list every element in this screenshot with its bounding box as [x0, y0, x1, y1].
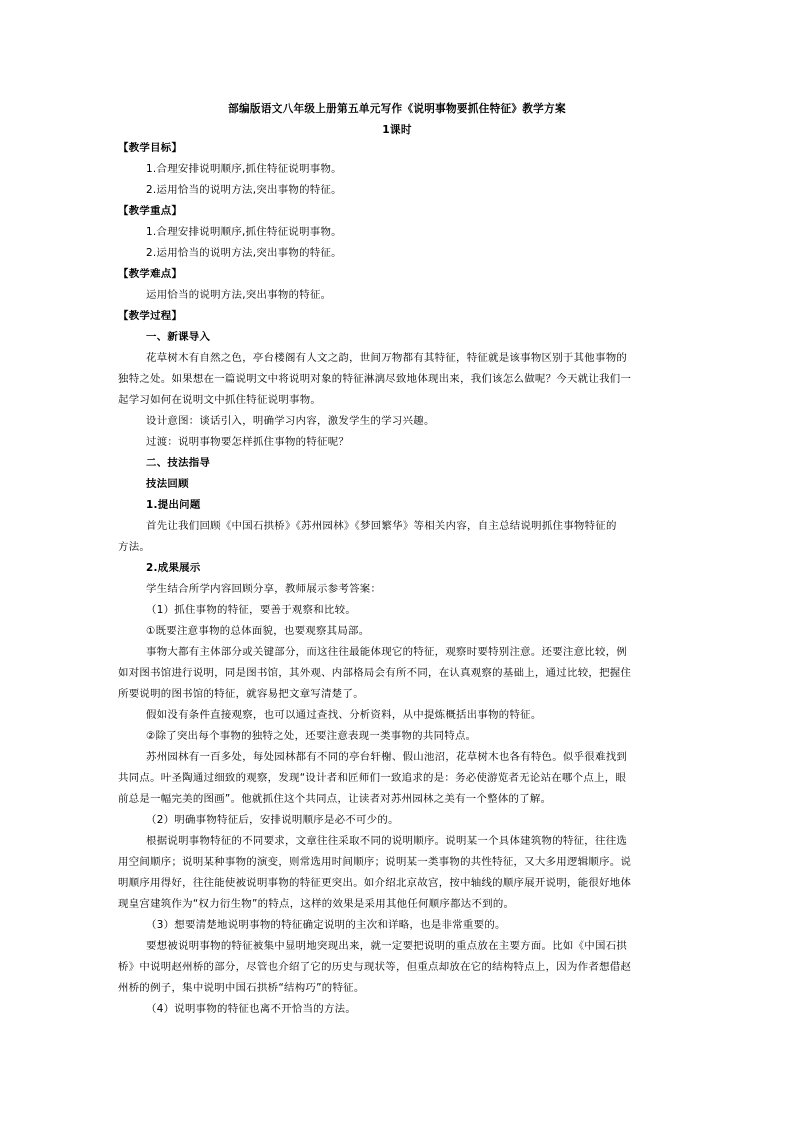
paragraph-line: 假如没有条件直接观察，也可以通过查找、分析资料，从中提炼概括出事物的特征。 [146, 709, 542, 721]
paragraph-line: （4）说明事物的特征也离不开恰当的方法。 [146, 1003, 357, 1015]
paragraph-line: 共同点。叶圣陶通过细致的观察，发现“设计者和匠师们一致追求的是：务必使游览者无论站在哪个点上，眼 [118, 772, 627, 784]
subsection-heading: 1.提出问题 [146, 499, 201, 511]
paragraph-line: 方法。 [118, 541, 151, 553]
paragraph-line: 州桥的例子，集中说明中国石拱桥“结构巧”的特征。 [118, 982, 365, 994]
paragraph-line: 用空间顺序；说明某种事物的演变，则常选用时间顺序；说明某一类事物的共性特征，又大多用逻辑顺序。说 [118, 856, 632, 868]
paragraph-line: ①既要注意事物的总体面貌，也要观察其局部。 [146, 625, 370, 637]
paragraph-line: （3）想要清楚地说明事物的特征确定说明的主次和详略，也是非常重要的。 [146, 919, 506, 931]
paragraph-line: 明顺序用得好，往往能使被说明事物的特征更突出。如介绍北京故宫，按中轴线的顺序展开说明，能很好地体 [118, 877, 632, 889]
paragraph-line: 2.运用恰当的说明方法,突出事物的特征。 [146, 247, 342, 259]
subsection-heading: 二、技法指导 [146, 457, 211, 469]
paragraph-line: 学生结合所学内容回顾分享，教师展示参考答案： [146, 583, 382, 595]
paragraph-line: （2）明确事物特征后，安排说明顺序是必不可少的。 [146, 814, 399, 826]
paragraph-line: 1.合理安排说明顺序,抓住特征说明事物。 [146, 226, 342, 238]
paragraph-line: 如对图书馆进行说明，同是图书馆，其外观、内部格局会有所不同，在认真观察的基础上，通过比较，把握住 [118, 667, 632, 679]
paragraph-line: 前总是一幅完美的图画”。他就抓住这个共同点，让读者对苏州园林之美有一个整体的了解。 [118, 793, 552, 805]
document-subtitle: 1课时 [382, 124, 412, 136]
paragraph-line: 1.合理安排说明顺序,抓住特征说明事物。 [146, 163, 342, 175]
paragraph-line: 要想被说明事物的特征被集中显明地突现出来，就一定要把说明的重点放在主要方面。比如《中国石拱 [146, 940, 628, 952]
subsection-heading: 技法回顾 [146, 478, 189, 490]
paragraph-line: 运用恰当的说明方法,突出事物的特征。 [146, 289, 332, 301]
paragraph-line: 现皇宫建筑作为“权力衍生物”的特点，这样的效果是采用其他任何顺序都达不到的。 [118, 898, 515, 910]
section-heading-goals: 【教学目标】 [118, 142, 183, 154]
section-heading-key-points: 【教学重点】 [118, 205, 183, 217]
paragraph-line: 所要说明的图书馆的特征，就容易把文章写清楚了。 [118, 688, 364, 700]
paragraph-line: ②除了突出每个事物的独特之处，还要注意表现一类事物的共同特点。 [146, 730, 477, 742]
paragraph-line: 苏州园林有一百多处，每处园林都有不同的亭台轩榭、假山池沼，花草树木也各有特色。似乎很难找到 [146, 751, 628, 763]
paragraph-line: 根据说明事物特征的不同要求，文章往往采取不同的说明顺序。说明某一个具体建筑物的特征，往往选 [146, 835, 628, 847]
paragraph-line: 花草树木有自然之色，亭台楼阁有人文之韵，世间万物都有其特征，特征就是该事物区别于其他事物的 [146, 352, 628, 364]
section-heading-process: 【教学过程】 [118, 310, 183, 322]
document-title: 部编版语文八年级上册第五单元写作《说明事物要抓住特征》教学方案 [228, 103, 566, 115]
paragraph-line: （1）抓住事物的特征，要善于观察和比较。 [146, 604, 357, 616]
paragraph-line: 桥》中说明赵州桥的部分，尽管也介绍了它的历史与现状等，但重点却放在它的结构特点上，因为作者想借赵 [118, 961, 632, 973]
paragraph-line: 事物大都有主体部分或关键部分，而这往往最能体现它的特征，观察时要特别注意。还要注意比较，例 [146, 646, 628, 658]
subsection-heading: 2.成果展示 [146, 562, 201, 574]
section-heading-difficulties: 【教学难点】 [118, 268, 183, 280]
paragraph-line: 过渡：说明事物要怎样抓住事物的特征呢？ [146, 436, 350, 448]
subsection-heading: 一、新课导入 [146, 331, 211, 343]
paragraph-line: 首先让我们回顾《中国石拱桥》《苏州园林》《梦回繁华》等相关内容，自主总结说明抓住事物特征的 [146, 520, 617, 532]
paragraph-line: 设计意图：谈话引入，明确学习内容，激发学生的学习兴趣。 [146, 415, 435, 427]
paragraph-line: 起学习如何在说明文中抓住特征说明事物。 [118, 394, 322, 406]
paragraph-line: 独特之处。如果想在一篇说明文中将说明对象的特征淋漓尽致地体现出来，我们该怎么做呢？今天就让我们一 [118, 373, 632, 385]
paragraph-line: 2.运用恰当的说明方法,突出事物的特征。 [146, 184, 342, 196]
